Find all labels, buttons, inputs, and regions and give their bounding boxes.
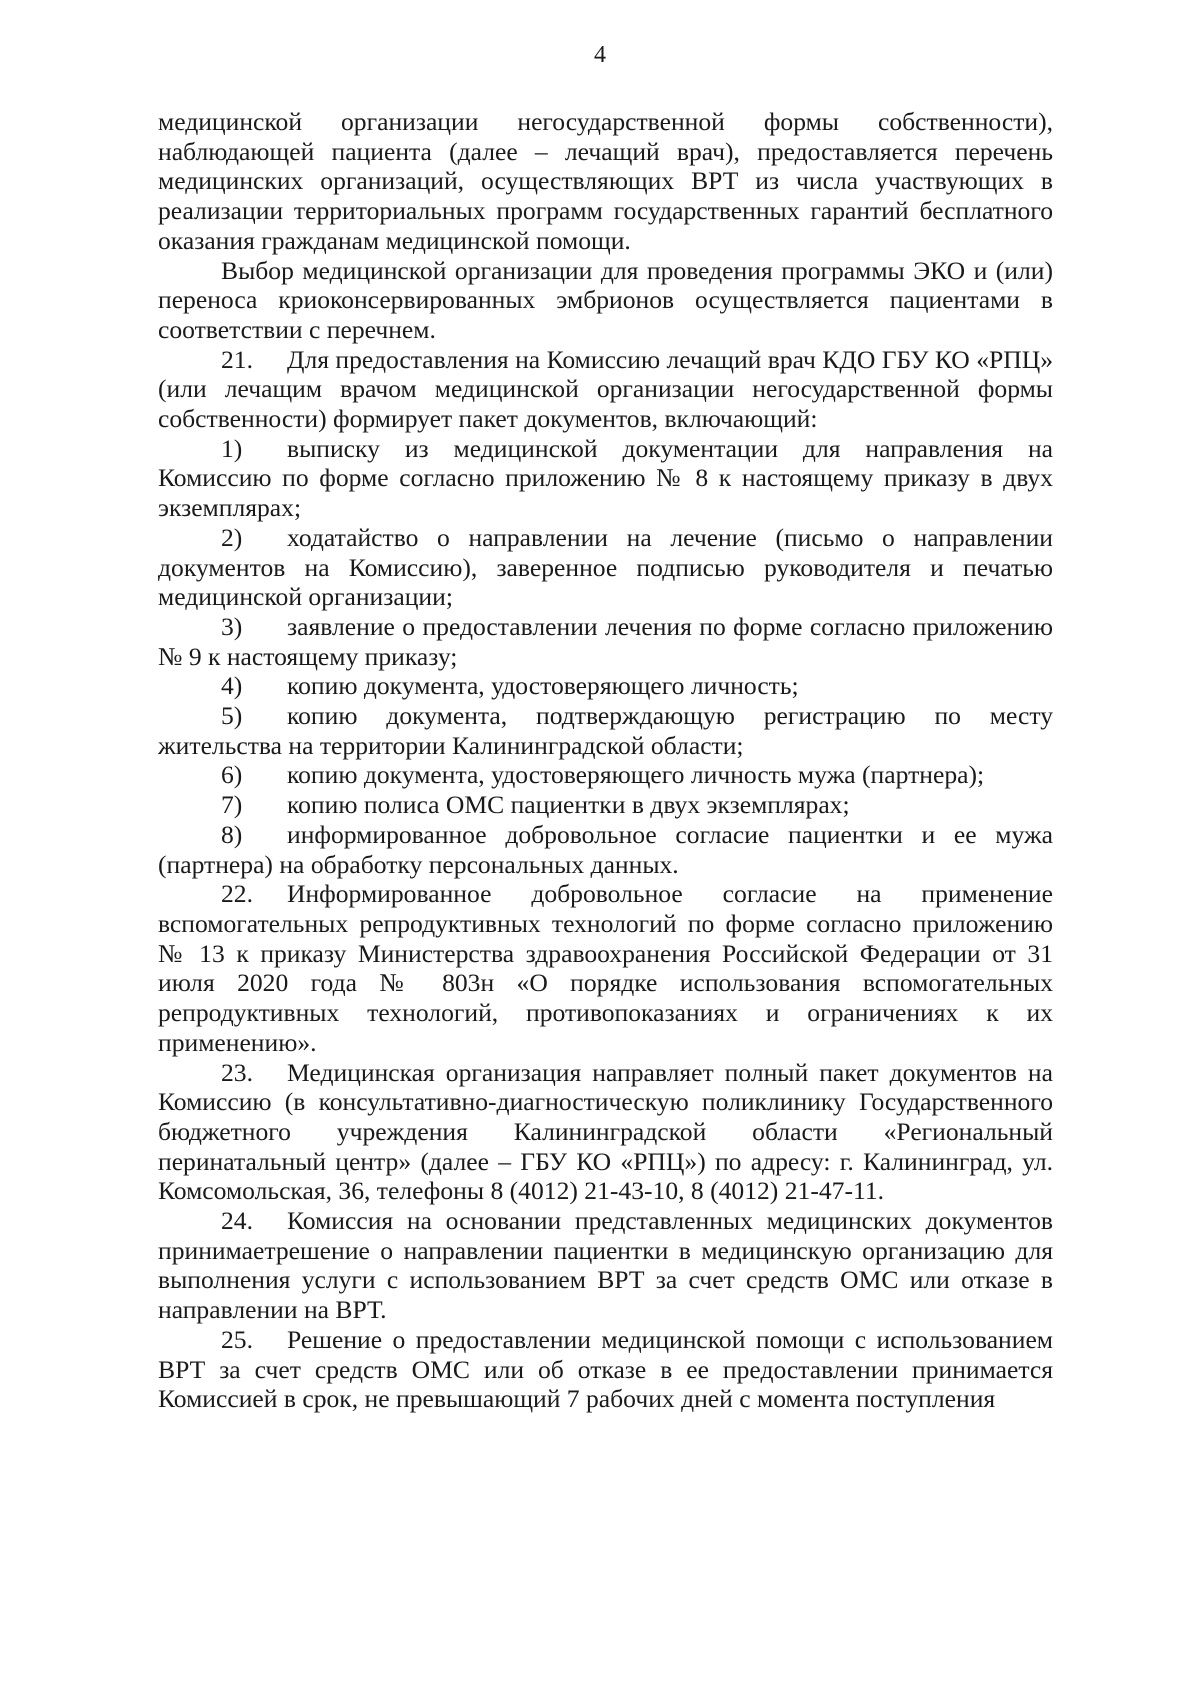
paragraph-text: медицинской организации негосударственной формы собственности), наблюдающей пациента (далее – лечащий врач), предоставляется перечень медицинских организаций, осуществляющих ВРТ из числа участвующих в реализации территориальных программ государственных гарантий бесплатного оказания гражданам медицинской помощи. [158, 107, 1053, 255]
page-number: 4 [594, 42, 606, 68]
list-item-number: 3) [221, 611, 243, 641]
paragraph-text: Решение о предоставлении медицинской помощи с использованием ВРТ за счет средств ОМС или об отказе в ее предоставлении принимается Комиссией в срок, не превышающий 7 рабочих дней с момента поступления [158, 1324, 1053, 1414]
list-item-text: копию документа, удостоверяющего личность мужа (партнера); [287, 760, 985, 790]
numbered-paragraph-25 [158, 1325, 1053, 1414]
list-item-number: 8) [221, 819, 243, 849]
paragraph-text: Выбор медицинской организации для проведения программы ЭКО и (или) переноса криоконсервированных эмбрионов осуществляется пациентами в соответствии с перечнем. [158, 255, 1053, 344]
paragraph-text: Медицинская организация направляет полный пакет документов на Комиссию (в консультативно-диагностическую поликлинику Государственного бюджетного учреждения Калининградской области «Региональный перинатальный центр» (далее – ГБУ КО «РПЦ») по адресу: г. Калининград, ул. Комсомольская, 36, телефоны 8 (4012) 21-43-10, 8 (4012) 21-47-11. [158, 1057, 1053, 1206]
list-item-number: 2) [221, 522, 243, 552]
numbered-paragraph-21 [158, 345, 1053, 434]
list-item-text: информированное добровольное согласие пациентки и ее мужа (партнера) на обработку персональных данных. [158, 819, 1053, 879]
document-body [158, 107, 1053, 1414]
paragraph-number: 23. [221, 1057, 253, 1087]
paragraph-continuation [158, 107, 1053, 256]
paragraph-text: Для предоставления на Комиссию лечащий врач КДО ГБУ КО «РПЦ» (или лечащим врачом медицинской организации негосударственной формы собственности) формирует пакет документов, включающий: [158, 344, 1053, 434]
paragraph-number: 24. [221, 1206, 253, 1236]
list-item-number: 7) [221, 790, 243, 820]
list-item-text: копию документа, удостоверяющего личность; [287, 671, 799, 701]
list-item-7 [158, 790, 1053, 820]
paragraph-number: 22. [221, 879, 253, 909]
list-item-number: 1) [221, 433, 243, 463]
numbered-paragraph-23 [158, 1058, 1053, 1207]
list-item-text: копию документа, подтверждающую регистрацию по месту жительства на территории Калининградской области; [158, 701, 1053, 760]
paragraph-text: Информированное добровольное согласие на применение вспомогательных репродуктивных технологий по форме согласно приложению № 13 к приказу Министерства здравоохранения Российской Федерации от 31 июля 2020 года № 803н «О порядке использования вспомогательных репродуктивных технологий, противопоказаниях и ограничениях к их применению». [158, 879, 1053, 1057]
list-item-text: копию полиса ОМС пациентки в двух экземплярах; [287, 790, 850, 820]
paragraph-number: 25. [221, 1324, 253, 1354]
paragraph [158, 256, 1053, 345]
list-item-number: 6) [221, 760, 243, 790]
numbered-paragraph-22 [158, 879, 1053, 1057]
list-item-8 [158, 820, 1053, 879]
list-item-number: 5) [221, 701, 243, 731]
numbered-paragraph-24 [158, 1206, 1053, 1325]
list-item-text: ходатайство о направлении на лечение (письмо о направлении документов на Комиссию), заверенное подписью руководителя и печатью медицинской организации; [158, 522, 1053, 612]
paragraph-text: Комиссия на основании представленных медицинских документов принимаетрешение о направлении пациентки в медицинскую организацию для выполнения услуги с использованием ВРТ за счет средств ОМС или отказе в направлении на ВРТ. [158, 1206, 1053, 1325]
list-item-5 [158, 701, 1053, 760]
list-item-text: заявление о предоставлении лечения по форме согласно приложению № 9 к настоящему приказу; [158, 611, 1053, 671]
list-item-1 [158, 434, 1053, 523]
paragraph-number: 21. [221, 344, 253, 374]
list-item-2 [158, 523, 1053, 612]
list-item-4 [158, 671, 1053, 701]
list-item-text: выписку из медицинской документации для направления на Комиссию по форме согласно приложению № 8 к настоящему приказу в двух экземплярах; [158, 433, 1053, 523]
list-item-6 [158, 760, 1053, 790]
list-item-number: 4) [221, 671, 243, 701]
list-item-3 [158, 612, 1053, 671]
